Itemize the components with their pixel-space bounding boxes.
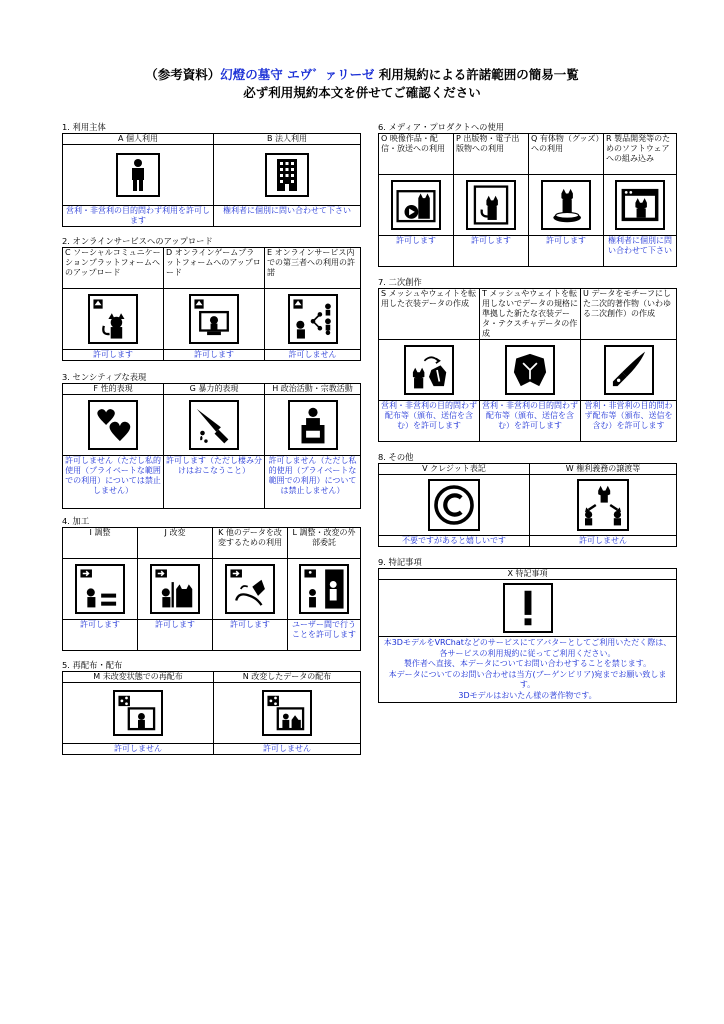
col-head-e: E オンラインサービス内での第三者への利用の許諾 <box>265 248 361 289</box>
col-head-k: K 他のデータを改変するための利用 <box>213 528 288 559</box>
status-r: 権利者に個別に問い合わせて下さい <box>604 236 677 267</box>
pen-icon <box>604 345 654 395</box>
cell-icon-r <box>604 175 677 236</box>
cell-icon-o <box>379 175 454 236</box>
podium-icon <box>288 400 338 450</box>
cell-icon-d <box>164 289 265 350</box>
cell-icon-n <box>214 683 361 744</box>
section-title: 2. オンラインサービスへのアップロード <box>62 236 213 246</box>
status-w: 許可しません <box>530 536 677 547</box>
col-head-p: P 出版物・電子出版物への利用 <box>454 134 529 175</box>
col-head-o: O 映像作品・配信・放送への利用 <box>379 134 454 175</box>
cell-icon-m <box>63 683 214 744</box>
cell-icon-u <box>581 340 677 401</box>
status-f: 許可しません（ただし私的使用（プライベートな範囲での利用）については禁止しません） <box>63 456 164 509</box>
cell-icon-h <box>265 395 361 456</box>
col-head-g: G 暴力的表現 <box>164 384 265 395</box>
book-icon <box>466 180 516 230</box>
transfer-icon <box>577 479 629 531</box>
cell-icon-w <box>530 475 677 536</box>
building-icon <box>265 153 309 197</box>
title-suffix: 利用規約による許諾範囲の簡易一覧 <box>378 67 579 82</box>
cell-icon-s <box>379 340 480 401</box>
section-sensitive-expression <box>62 372 361 509</box>
knife-icon <box>189 400 239 450</box>
col-head-w: W 権利義務の譲渡等 <box>530 464 677 475</box>
cell-icon-l <box>288 559 361 620</box>
cell-icon-a <box>63 145 214 206</box>
status-v: 不要ですがあると嬉しいです <box>379 536 530 547</box>
cell-icon-c <box>63 289 164 350</box>
col-head-a: A 個人利用 <box>63 134 214 145</box>
costume-icon <box>404 345 454 395</box>
new-costume-icon <box>505 345 555 395</box>
section-title: 9. 特記事項 <box>378 557 422 567</box>
social-upload-icon <box>88 294 138 344</box>
status-m: 許可しません <box>63 744 214 755</box>
title-line-1 <box>0 66 724 84</box>
adjust-icon <box>75 564 125 614</box>
col-head-q: Q 有体物（グッズ）への利用 <box>529 134 604 175</box>
section-derivative-works <box>378 277 677 442</box>
cell-icon-g <box>164 395 265 456</box>
section-title: 8. その他 <box>378 452 414 462</box>
section-title: 3. センシティブな表現 <box>62 372 147 382</box>
col-head-j: J 改変 <box>138 528 213 559</box>
outsource-icon <box>299 564 349 614</box>
note-line: 3Dモデルはおいたん様の著作物です。 <box>458 690 597 700</box>
section-other <box>378 452 677 547</box>
copyright-icon <box>428 479 480 531</box>
cell-icon-j <box>138 559 213 620</box>
status-k: 許可します <box>213 620 288 651</box>
status-l: ユーザー間で行うことを許可します <box>288 620 361 651</box>
status-j: 許可します <box>138 620 213 651</box>
status-q: 許可します <box>529 236 604 267</box>
col-head-r: R 製品開発等のためのソフトウェアへの組み込み <box>604 134 677 175</box>
video-icon <box>391 180 441 230</box>
col-head-i: I 調整 <box>63 528 138 559</box>
status-i: 許可します <box>63 620 138 651</box>
status-h: 許可しません（ただし私的使用（プライベートな範囲での利用）については禁止しません） <box>265 456 361 509</box>
status-c: 許可します <box>63 350 164 361</box>
col-head-h: H 政治活動・宗教活動 <box>265 384 361 395</box>
status-n: 許可しません <box>214 744 361 755</box>
section-title: 7. 二次創作 <box>378 277 422 287</box>
note-line: 本3DモデルをVRChatなどのサービスにてアバターとしてご利用いただく際は、各サービスの利用規約に従ってご利用ください。 <box>383 638 672 658</box>
section-usage-subject <box>62 122 361 227</box>
title-line-2: 必ず利用規約本文を併せてご確認ください <box>243 85 481 100</box>
section-title: 6. メディア・プロダクトへの使用 <box>378 122 505 132</box>
cell-icon-q <box>529 175 604 236</box>
cell-icon-i <box>63 559 138 620</box>
cell-icon-x <box>379 580 677 637</box>
status-t: 営利・非営利の目的問わず配布等（頒布、送信を含む）を許可します <box>480 401 581 442</box>
figure-icon <box>541 180 591 230</box>
page-title <box>0 66 724 102</box>
col-head-c: C ソーシャルコミュニケーションプラットフォームへのアップロード <box>63 248 164 289</box>
cell-icon-f <box>63 395 164 456</box>
exclamation-icon <box>503 583 553 633</box>
col-head-x: X 特記事項 <box>379 569 677 580</box>
section-title: 1. 利用主体 <box>62 122 106 132</box>
status-d: 許可します <box>164 350 265 361</box>
col-head-m: M 未改変状態での再配布 <box>63 672 214 683</box>
cell-icon-t <box>480 340 581 401</box>
title-prefix: （参考資料） <box>145 67 221 82</box>
section-title: 4. 加工 <box>62 516 90 526</box>
reuse-icon <box>225 564 275 614</box>
note-line: 製作者へ直接、本データについてお問い合わせすることを禁じます。 <box>403 659 652 668</box>
section-processing <box>62 516 361 651</box>
hearts-icon <box>88 400 138 450</box>
col-head-v: V クレジット表記 <box>379 464 530 475</box>
col-head-n: N 改変したデータの配布 <box>214 672 361 683</box>
cell-icon-k <box>213 559 288 620</box>
section-online-upload <box>62 236 361 361</box>
col-head-u: U データをモチーフにした二次的著作物（いわゆる二次創作）の作成 <box>581 289 677 340</box>
share-third-party-icon <box>288 294 338 344</box>
distribute-modified-icon <box>262 690 312 736</box>
col-head-f: F 性的表現 <box>63 384 164 395</box>
section-title: 5. 再配布・配布 <box>62 660 123 670</box>
col-head-l: L 調整・改変の外部委託 <box>288 528 361 559</box>
redistribute-icon <box>113 690 163 736</box>
section-media-product <box>378 122 677 267</box>
cell-icon-v <box>379 475 530 536</box>
status-o: 許可します <box>379 236 454 267</box>
section-special-notes <box>378 557 677 703</box>
special-notes-body <box>379 637 677 703</box>
col-head-t: T メッシュやウェイトを転用しないでデータの規格に準拠した新たな衣装データ・テクスチャデータの作成 <box>480 289 581 340</box>
modify-icon <box>150 564 200 614</box>
cell-icon-b <box>214 145 361 206</box>
status-b: 権利者に個別に問い合わせて下さい <box>214 206 361 227</box>
status-s: 営利・非営利の目的問わず配布等（頒布、送信を含む）を許可します <box>379 401 480 442</box>
cell-icon-p <box>454 175 529 236</box>
col-head-s: S メッシュやウェイトを転用した衣装データの作成 <box>379 289 480 340</box>
col-head-b: B 法人利用 <box>214 134 361 145</box>
status-g: 許可します（ただし棲み分けはおこなうこと） <box>164 456 265 509</box>
person-icon <box>116 153 160 197</box>
software-icon <box>615 180 665 230</box>
status-u: 営利・非営利の目的問わず配布等（頒布、送信を含む）を許可します <box>581 401 677 442</box>
status-p: 許可します <box>454 236 529 267</box>
model-name: 幻燈の墓守 エヴ゛ァリーゼ <box>220 67 375 82</box>
col-head-d: D オンラインゲームプラットフォームへのアップロード <box>164 248 265 289</box>
section-redistribution <box>62 660 361 755</box>
cell-icon-e <box>265 289 361 350</box>
game-upload-icon <box>189 294 239 344</box>
status-e: 許可しません <box>265 350 361 361</box>
status-a: 営利・非営利の目的問わず利用を許可します <box>63 206 214 227</box>
note-line: 本データについてのお問い合わせは当方(ブーゲンビリア)宛までお願い致します。 <box>388 669 667 689</box>
